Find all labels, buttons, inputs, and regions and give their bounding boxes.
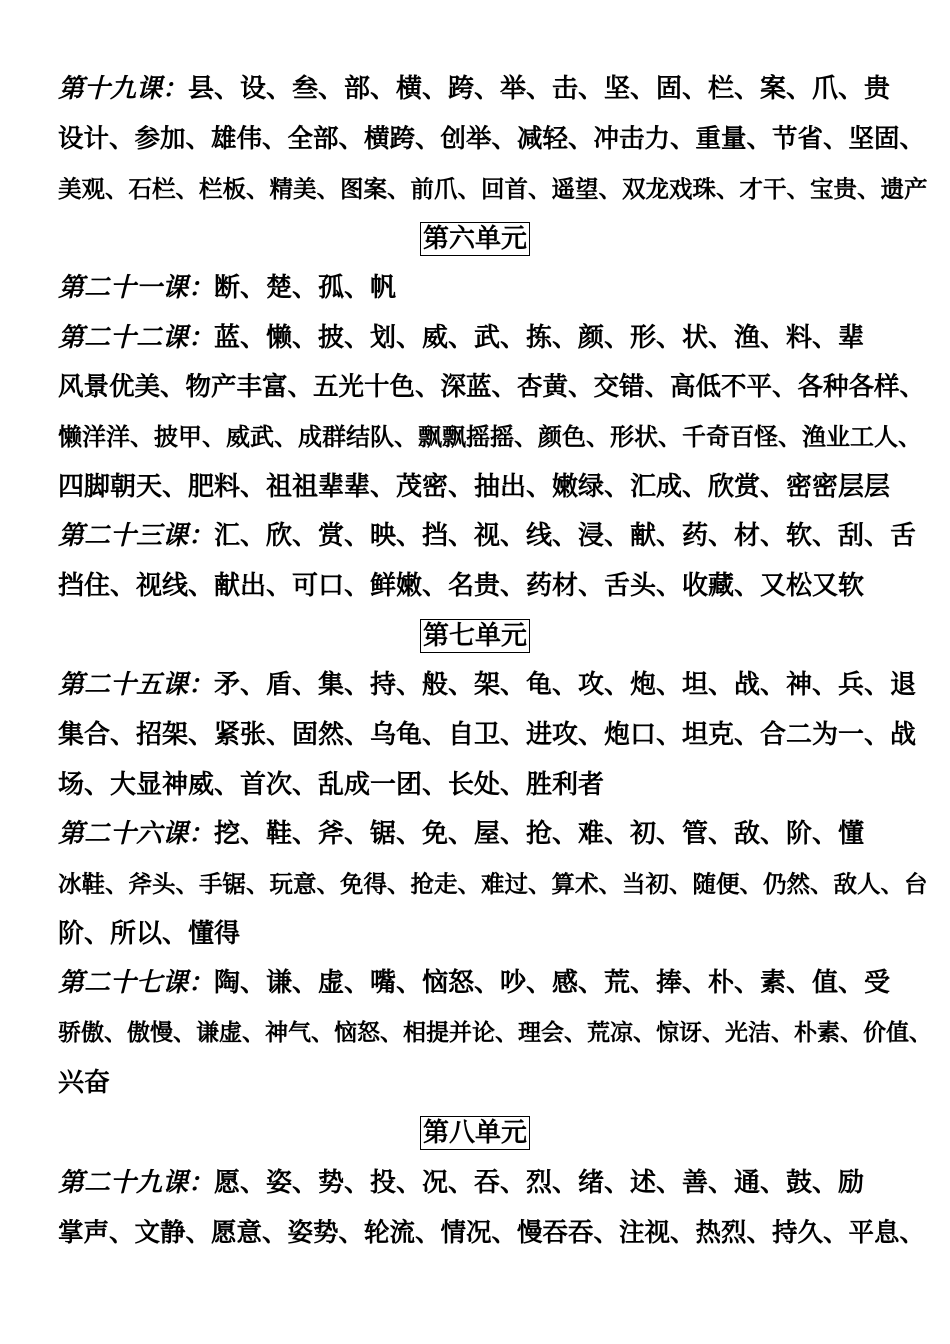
lesson-text: 懒洋洋、披甲、威武、成群结队、飘飘摇摇、颜色、形状、千奇百怪、渔业工人、 [58,423,922,451]
unit-6-heading [0,214,950,264]
unit-7-heading [0,611,950,661]
lesson-label: 第二十六课： [58,819,215,849]
lesson-text: 阶、所以、懂得 [58,919,241,949]
lesson-text: 风景优美、物产丰富、五光十色、深蓝、杏黄、交错、高低不平、各种各样、 [58,372,926,402]
lesson-text: 兴奋 [58,1068,111,1098]
lesson-text: 挖、鞋、斧、锯、免、屋、抢、难、初、管、敌、阶、懂 [214,819,865,849]
lesson-text: 四脚朝天、肥料、祖祖辈辈、茂密、抽出、嫩绿、汇成、欣赏、密密层层 [58,472,891,502]
lesson-text: 蓝、懒、披、划、威、武、拣、颜、形、状、渔、料、辈 [214,323,865,353]
lesson-19-words-1 [58,114,938,164]
lesson-23-words-1 [58,561,938,611]
lesson-22-chars [58,313,938,363]
lesson-text: 愿、姿、势、投、况、吞、烈、绪、述、善、通、鼓、励 [214,1168,865,1198]
lesson-27-words-2 [58,1058,938,1108]
lesson-text: 县、设、叁、部、横、跨、举、击、坚、固、栏、案、爪、贵 [188,74,891,104]
lesson-25-chars [58,660,938,710]
lesson-27-words-1 [58,1008,938,1058]
lesson-text: 骄傲、傲慢、谦虚、神气、恼怒、相提并论、理会、荒凉、惊讶、光洁、朴素、价值、 [58,1020,932,1046]
lesson-label: 第二十三课： [58,521,215,551]
lesson-text: 集合、招架、紧张、固然、乌龟、自卫、进攻、炮口、坦克、合二为一、战 [58,720,917,750]
lesson-29-chars [58,1158,938,1208]
lesson-label: 第二十一课： [58,273,215,303]
lesson-26-chars [58,809,938,859]
lesson-text: 美观、石栏、栏板、精美、图案、前爪、回首、遥望、双龙戏珠、才干、宝贵、遗产 [58,175,928,203]
lesson-text: 挡住、视线、献出、可口、鲜嫩、名贵、药材、舌头、收藏、又松又软 [58,571,865,601]
unit-title: 第六单元 [420,222,530,256]
lesson-text: 场、大显神威、首次、乱成一团、长处、胜利者 [58,770,605,800]
lesson-25-words-1 [58,710,938,760]
lesson-19-words-2 [58,164,938,214]
lesson-26-words-1 [58,859,938,909]
lesson-label: 第二十七课： [58,968,215,998]
lesson-22-words-3 [58,462,938,512]
lesson-21-chars [58,263,938,313]
unit-title: 第八单元 [420,1116,530,1150]
lesson-29-words-1 [58,1208,938,1258]
lesson-23-chars [58,511,938,561]
unit-8-heading [0,1108,950,1158]
lesson-22-words-2 [58,412,938,462]
lesson-text: 冰鞋、斧头、手锯、玩意、免得、抢走、难过、算术、当初、随便、仍然、敌人、台 [58,870,928,898]
lesson-19-chars [58,64,938,114]
lesson-text: 陶、谦、虚、嘴、恼怒、吵、感、荒、捧、朴、素、值、受 [214,968,891,998]
lesson-text: 设计、参加、雄伟、全部、横跨、创举、减轻、冲击力、重量、节省、坚固、 [58,124,926,154]
lesson-text: 汇、欣、赏、映、挡、视、线、浸、献、药、材、软、刮、舌 [214,521,917,551]
lesson-27-chars [58,958,938,1008]
lesson-25-words-2 [58,760,938,810]
lesson-26-words-2 [58,909,938,959]
lesson-label: 第十九课： [58,74,189,104]
unit-title: 第七单元 [420,619,530,653]
lesson-text: 掌声、文静、愿意、姿势、轮流、情况、慢吞吞、注视、热烈、持久、平息、 [58,1218,926,1248]
lesson-label: 第二十九课： [58,1168,215,1198]
lesson-text: 断、楚、孤、帆 [214,273,397,303]
lesson-label: 第二十五课： [58,670,215,700]
lesson-label: 第二十二课： [58,323,215,353]
lesson-text: 矛、盾、集、持、般、架、龟、攻、炮、坦、战、神、兵、退 [214,670,917,700]
lesson-22-words-1 [58,362,938,412]
